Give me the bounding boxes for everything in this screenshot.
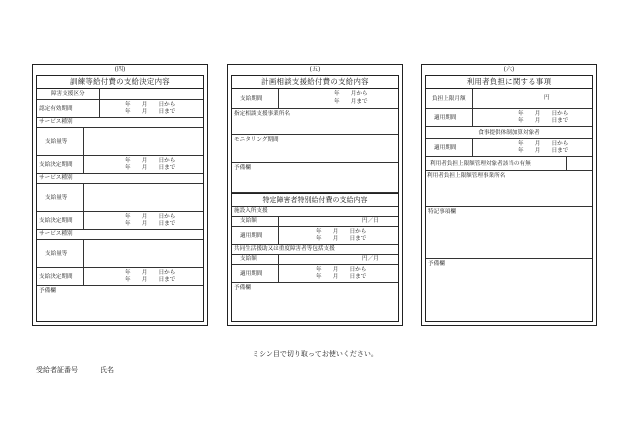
- group-home-period-label: 適用期間: [240, 270, 263, 277]
- decision-period-label-2: 支給決定期間: [39, 217, 73, 224]
- limit-period-row: [426, 109, 592, 127]
- group-home-amount-label: 支給額: [240, 256, 257, 262]
- recipient-id-label: 受給者証番号: [36, 366, 78, 374]
- special-remarks-row: [232, 283, 398, 313]
- special-notes-row: [426, 207, 592, 259]
- supply-amount-label-1: 支給量等: [45, 138, 68, 145]
- special-notes-label: 特記事項欄: [428, 209, 456, 215]
- facility-period-label: 適用期間: [240, 232, 263, 239]
- facility-amount-unit: 円／日: [362, 218, 379, 224]
- provider-label: 指定相談支援事業所名: [234, 111, 290, 117]
- supply-period-from: 年 月から: [334, 91, 368, 97]
- decision-period-row-2: [37, 212, 203, 230]
- provider-row: [232, 109, 398, 135]
- decision-period-from-2: 年 月 日から: [125, 214, 176, 220]
- special-remarks-label: 予備欄: [234, 285, 251, 291]
- monthly-limit-row: [426, 89, 592, 109]
- plan-remarks-row: [232, 163, 398, 193]
- cert-period-from: 年 月 日から: [125, 102, 176, 108]
- meal-period-label: 適用期間: [434, 144, 457, 151]
- decision-period-to-3: 年 月 日まで: [125, 277, 176, 283]
- group-home-amount-row: [232, 255, 398, 265]
- service-type-row-2: [37, 174, 203, 184]
- panel-4-number: (四): [114, 66, 126, 73]
- special-benefits-header: [232, 193, 398, 207]
- monthly-limit-yen: 円: [544, 95, 550, 101]
- panel-5-form: [231, 75, 399, 322]
- group-home-label: 共同生活援助又は重度障害者等包括支援: [234, 246, 335, 252]
- cert-period-label: 認定有効期間: [39, 105, 73, 112]
- panel-5-number: (五): [309, 66, 321, 73]
- user-remarks-label: 予備欄: [428, 261, 445, 267]
- name-label: 氏名: [100, 366, 114, 374]
- plan-remarks-label: 予備欄: [234, 165, 251, 171]
- service-type-label-1: サービス種別: [39, 119, 73, 125]
- group-home-period-to: 年 月 日まで: [316, 274, 367, 280]
- classification-row: [37, 89, 203, 100]
- monitoring-label: モニタリング期間: [234, 137, 279, 143]
- limit-period-to: 年 月 日まで: [518, 118, 569, 124]
- facility-label: 施設入所支援: [234, 208, 268, 214]
- group-home-row: [232, 245, 398, 255]
- panel-4-training-benefits: [32, 64, 208, 326]
- panel-6-number: (六): [503, 66, 515, 73]
- limit-mgmt-label: 利用者負担上限額管理対象者該当の有無: [430, 160, 531, 167]
- service-type-row-3: [37, 230, 203, 240]
- limit-mgmt-office-label: 利用者負担上限額管理事業所名: [427, 173, 506, 179]
- facility-period-to: 年 月 日まで: [316, 236, 367, 242]
- cut-line-instruction: ミシン目で切り取ってお使いください。: [252, 350, 378, 358]
- decision-period-from-3: 年 月 日から: [125, 270, 176, 276]
- service-type-row-1: [37, 118, 203, 128]
- decision-period-from-1: 年 月 日から: [125, 158, 176, 164]
- meal-label: 食事提供体制加算対象者: [478, 129, 540, 136]
- decision-period-to-1: 年 月 日まで: [125, 165, 176, 171]
- facility-period-row: [232, 227, 398, 245]
- meal-period-from: 年 月 日から: [518, 141, 569, 147]
- limit-period-from: 年 月 日から: [518, 111, 569, 117]
- cert-period-row: [37, 100, 203, 118]
- panel-4-form: [36, 75, 204, 322]
- cert-period-to: 年 月 日まで: [125, 109, 176, 115]
- panel-5-plan-consultation: [227, 64, 403, 326]
- supply-period-label: 支給期間: [240, 95, 263, 102]
- service-type-label-3: サービス種別: [39, 231, 73, 237]
- monitoring-row: [232, 135, 398, 163]
- special-benefits-title: 特定障害者特別給付費の支給内容: [262, 195, 368, 204]
- panel-6-form: [425, 75, 593, 322]
- remarks-row: [37, 286, 203, 310]
- limit-mgmt-office-row: [426, 171, 592, 207]
- panel-4-title: 訓練等給付費の支給決定内容: [37, 76, 203, 89]
- remarks-label: 予備欄: [39, 288, 56, 294]
- supply-amount-row-3: [37, 240, 203, 268]
- supply-amount-label-3: 支給量等: [45, 250, 68, 257]
- group-home-period-row: [232, 265, 398, 283]
- limit-period-label: 適用期間: [434, 114, 457, 121]
- facility-row: [232, 207, 398, 217]
- supply-amount-label-2: 支給量等: [45, 194, 68, 201]
- decision-period-label-1: 支給決定期間: [39, 161, 73, 168]
- panel-5-title: 計画相談支援給付費の支給内容: [232, 76, 398, 89]
- monthly-limit-label: 負担上限月額: [432, 95, 466, 102]
- decision-period-row-1: [37, 156, 203, 174]
- facility-amount-label: 支給額: [240, 218, 257, 224]
- facility-period-from: 年 月 日から: [316, 229, 367, 235]
- service-type-label-2: サービス種別: [39, 175, 73, 181]
- panel-6-title: 利用者負担に関する事項: [426, 76, 592, 89]
- supply-amount-row-1: [37, 128, 203, 156]
- panel-6-user-burden: [421, 64, 597, 326]
- facility-amount-row: [232, 217, 398, 227]
- decision-period-label-3: 支給決定期間: [39, 273, 73, 280]
- limit-mgmt-row: [426, 157, 592, 171]
- meal-period-row: [426, 139, 592, 157]
- meal-row: [426, 127, 592, 139]
- meal-period-to: 年 月 日まで: [518, 148, 569, 154]
- group-home-period-from: 年 月 日から: [316, 267, 367, 273]
- supply-period-row: [232, 89, 398, 109]
- classification-label: 障害支援区分: [51, 91, 85, 97]
- supply-period-to: 年 月まで: [334, 99, 368, 105]
- decision-period-to-2: 年 月 日まで: [125, 221, 176, 227]
- group-home-amount-unit: 円／月: [362, 256, 379, 262]
- decision-period-row-3: [37, 268, 203, 286]
- supply-amount-row-2: [37, 184, 203, 212]
- user-remarks-row: [426, 259, 592, 305]
